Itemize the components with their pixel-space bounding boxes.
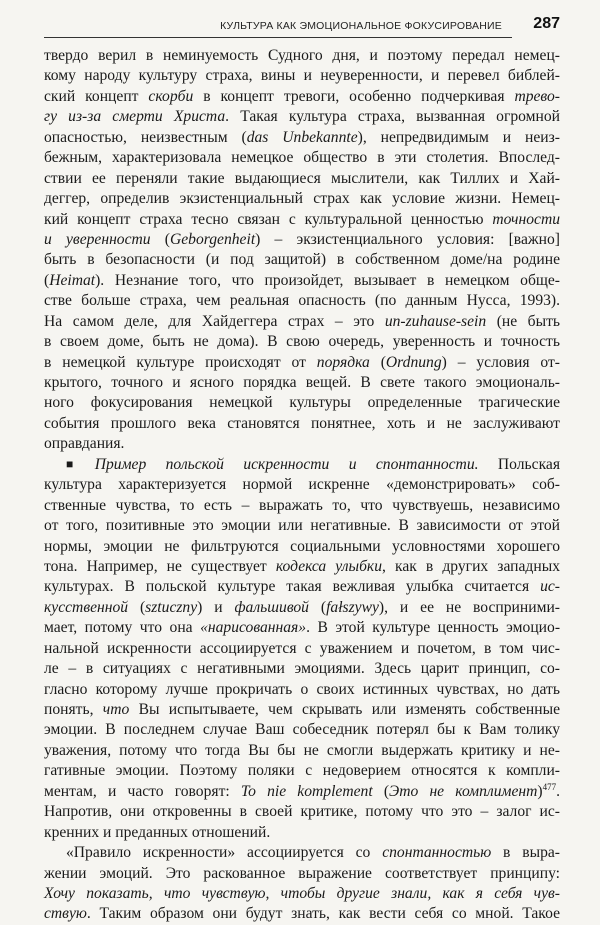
italic-span: Ordnung [385,353,442,371]
body-text [44,46,560,925]
italic-span: спонтанностью [382,844,492,862]
text-line [44,271,560,291]
text-line [44,516,560,536]
text-span: события прошлого века становятся понятнее, хоть и не заслуживают [44,414,560,432]
italic-span: Geborgenheit [169,230,256,248]
text-span: деггер, определив экзистенциальный страх как условие жизни. Немец- [44,190,560,208]
text-span: ) – экзистенциального условия: [важно] [255,230,560,248]
text-span: ственные чувства, то есть – выражать то, что чувствуешь, независимо [44,496,560,514]
text-line [44,639,560,659]
text-line [44,148,560,168]
bullet-icon: ■ [66,456,89,471]
text-line [44,189,560,209]
italic-span: гу из-за смерти Христа [44,108,226,126]
text-line [44,598,560,618]
text-line [44,332,560,352]
italic-span: das Unbekannte [246,128,358,146]
text-line [44,291,560,311]
italic-span: трево- [514,87,560,105]
text-span: жении эмоций. Это раскованное выражение соответствует принципу: [44,864,560,882]
text-line [44,680,560,700]
italic-span: кодекса улыбки [275,557,383,575]
text-span: нормы, эмоции не фильтруются социальными условностями хорошего [44,537,560,555]
text-span: ментам, и часто говорят: [44,782,241,800]
text-span: нальной искренности ассоциируется с уважением и почетом, в том чис- [44,639,560,657]
text-line [44,169,560,189]
text-span: Польская [478,455,561,473]
italic-span: To nie komplement [240,782,373,800]
text-span: На самом деле, для Хайдеггера страх – это [44,312,385,330]
italic-span: порядка [316,353,370,371]
text-span: от того, позитивные это эмоции или негативные. В зависимости от этой [44,517,560,535]
text-span: кому народу культуру страха, вины и неуверенности, и перевел библей- [44,67,560,85]
italic-span: что [102,701,130,718]
text-span: опасностью, неизвестным ( [44,128,247,146]
text-span: уважения, потому что тогда Вы бы не смогли выдержать критику и не- [44,741,560,759]
text-line [44,66,560,86]
text-line [44,577,560,597]
italic-span: Хочу показать, что чувствую, чтобы другие знали, как я себя чув- [44,884,560,902]
text-line [44,414,560,434]
text-line [44,864,560,884]
text-span: ), и ее не восприними- [378,598,560,616]
text-span: «Правило искренности» ассоциируется со [66,844,383,862]
text-line [44,720,560,740]
text-line [44,250,560,270]
italic-span: и уверенности [44,230,151,248]
running-head: КУЛЬТУРА КАК ЭМОЦИОНАЛЬНОЕ ФОКУСИРОВАНИЕ [220,20,502,32]
text-line [44,557,560,577]
text-line [44,904,560,924]
text-span: в выра- [491,844,560,862]
text-span: ного фокусирования немецкой культуры определенные трагические [44,394,560,412]
text-span: ( [128,598,146,616]
text-span: гласно которому лучше прокричать о своих истинных чувствах, но дать [44,680,560,698]
text-span: ( [44,271,50,289]
text-line [44,659,560,679]
text-line [44,823,560,843]
text-span: ( [150,230,170,248]
italic-span: точности [492,210,560,228]
page-number: 287 [533,15,560,32]
text-line [44,393,560,413]
italic-span: ствую [44,905,87,923]
text-span: Вы испытываете, чем скрывать или изменять собственные [129,701,560,718]
text-line [44,210,560,230]
text-span: культурах. В польской культуре такая вежливая улыбка считается [44,578,541,596]
text-line [44,618,560,638]
text-span: кренних и преданных отношений. [44,823,271,841]
text-span: ( [372,782,390,800]
text-span: . В этой культуре ценность эмоцио- [306,619,561,637]
text-span: твердо верил в неминуемость Судного дня, и поэтому передал немец- [44,47,560,64]
text-line [44,230,560,250]
page-header [44,14,560,40]
italic-span: un-zuhause-sein [384,312,487,330]
text-line [44,434,560,454]
text-span: ) и [197,598,235,616]
italic-span: Это не комплимент [389,782,538,800]
text-line [44,475,560,495]
text-span: крытого, точного и ясного порядка вещей. В свете такого эмоциональ- [44,374,560,391]
text-span: . Таким образом они будут знать, как вести себя со мной. Такое [86,905,560,923]
text-line [44,107,560,127]
text-span: ) [537,782,543,800]
italic-span: скорби [148,87,194,105]
text-line [44,782,560,802]
italic-span: фальшивой [234,598,309,616]
text-span: гативные эмоции. Поэтому поляки с недоверием относятся к компли- [44,762,560,780]
text-span: ), непредвидимым и неиз- [357,128,561,146]
italic-span: «нарисованная» [200,619,307,637]
text-span: культура характеризуется нормой искренне «демонстрировать» соб- [44,476,560,494]
text-span: . [556,782,560,800]
text-span: быть в безопасности (и под защитой) в собственном доме/на родине [44,251,560,269]
italic-span: Heimat [49,271,96,289]
text-line [44,455,560,475]
text-span: бежным, характеризовала немецкое общество в эти столетия. Впослед- [44,149,560,167]
text-line [44,537,560,557]
text-line [44,802,560,822]
text-span: . Такая культура страха, вызванная огромной [225,108,560,126]
text-line [44,87,560,107]
text-line [44,496,560,516]
text-span: ле – в ситуациях с негативными эмоциями. Здесь царит принцип, со- [44,660,560,678]
text-span: Напротив, они откровенны в своей критике, потому что это – залог ис- [44,803,560,821]
italic-span: sztuczny [145,598,198,616]
text-span: понять, [44,701,103,718]
text-line [44,843,560,863]
text-line [44,128,560,148]
text-span: тона. Например, не существует [44,557,276,575]
text-span: эмоции. В последнем случае Ваш собеседник потерял бы к Вам толику [44,721,560,739]
text-span: ) – условия от- [441,353,561,371]
text-span: ский концепт [44,87,149,105]
text-span: ствии ее переняли такие выдающиеся мыслители, как Тиллих и Хай- [44,169,560,187]
italic-span: ис- [540,578,560,596]
text-span: в немецкой культуре происходят от [44,353,317,371]
text-span: стве больше страха, чем реальная опасность (по данным Нусса, 1993). [44,292,560,310]
text-span: кий концепт страха тесно связан с культуральной ценностью [44,210,493,228]
italic-span: Пример польской искренности и спонтанности. [94,455,479,473]
text-line [44,353,560,373]
text-span: , как в других западных [382,557,560,575]
text-line [44,741,560,761]
italic-span: кусственной [44,598,129,616]
text-line [44,46,560,66]
header-rule [44,37,512,38]
text-span: ( [308,598,327,616]
footnote-ref: 477 [542,781,557,792]
text-line [44,373,560,393]
text-line [44,884,560,904]
text-span: ( [369,353,386,371]
text-span: (не быть [486,312,561,330]
text-span: ). Незнание того, что произойдет, вызывает в немецком обще- [95,271,560,289]
text-line [44,700,560,720]
italic-span: fałszywy [326,598,379,616]
text-line [44,312,560,332]
text-line [44,761,560,781]
text-span: в своем доме, быть не дома). В свою очередь, уверенность и точность [44,333,560,351]
text-span: оправдания. [44,435,125,453]
text-span: мает, потому что она [44,619,201,637]
text-span: в концепт тревоги, особенно подчеркивая [193,87,515,105]
